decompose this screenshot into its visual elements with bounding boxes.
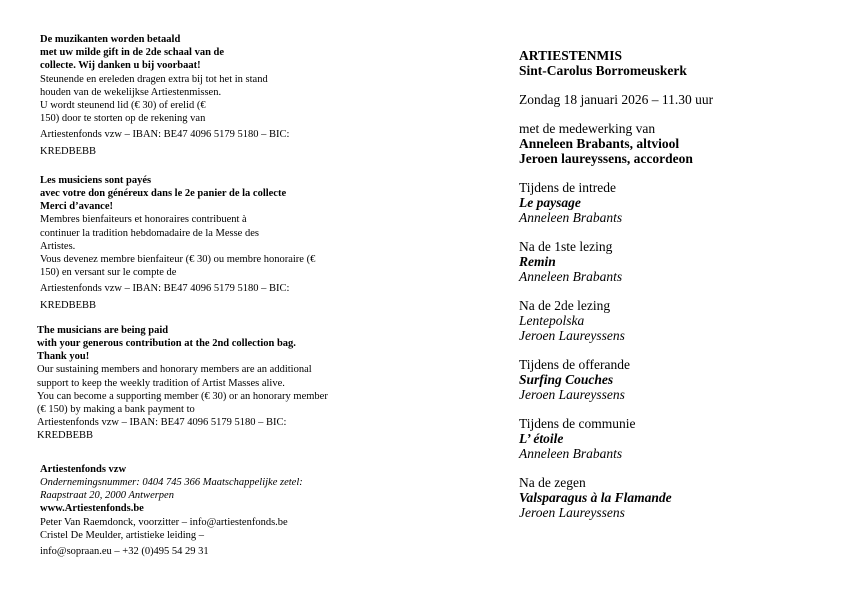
program-item xyxy=(519,239,819,284)
fr-bold-line: avec votre don généreux dans le 2e panier de la collecte xyxy=(40,188,287,200)
en-bold-line: The musicians are being paid xyxy=(37,324,169,336)
footer-legal-line: Ondernemingsnummer: 0404 745 366 Maatschappelijke zetel: xyxy=(40,476,303,488)
en-body-line: Artiestenfonds vzw – IBAN: BE47 4096 5179 5180 – BIC: xyxy=(37,417,287,429)
collab-intro: met de medewerking van xyxy=(519,121,656,136)
program-piece: Lentepolska xyxy=(519,313,585,328)
fr-bold-line: Merci d’avance! xyxy=(40,201,113,213)
fr-bold-line: Les musiciens sont payés xyxy=(40,174,152,186)
right-column xyxy=(519,48,819,534)
program-performer: Jeroen Laureyssens xyxy=(519,387,625,402)
footer-website-link[interactable]: www.Artiestenfonds.be xyxy=(40,503,144,515)
fr-body-line: continuer la tradition hebdomadaire de la Messe des xyxy=(40,227,259,239)
fr-body-line: Artistes. xyxy=(40,240,76,252)
nl-body-line: Steunende en ereleden dragen extra bij tot het in stand xyxy=(40,73,268,85)
french-notice xyxy=(40,174,340,312)
event-title: ARTIESTENMIS xyxy=(519,48,623,63)
program-item xyxy=(519,298,819,343)
nl-body-line: houden van de wekelijkse Artiestenmissen. xyxy=(40,86,222,98)
event-header xyxy=(519,48,819,78)
event-date-text: Zondag 18 januari 2026 – 11.30 uur xyxy=(519,92,714,107)
dutch-notice xyxy=(40,33,340,158)
collaboration xyxy=(519,121,819,166)
en-body-line: KREDBEBB xyxy=(37,430,94,442)
program-moment: Tijdens de offerande xyxy=(519,357,630,372)
footer-org-name: Artiestenfonds vzw xyxy=(40,463,127,475)
event-date xyxy=(519,92,819,107)
footer-contact xyxy=(40,463,340,558)
fr-body-line: Vous devenez membre bienfaiteur (€ 30) ou membre honoraire (€ xyxy=(40,254,316,266)
program-performer: Anneleen Brabants xyxy=(519,446,623,461)
program-piece: Le paysage xyxy=(519,195,581,210)
program-moment: Na de 1ste lezing xyxy=(519,239,613,254)
program-piece: L’ étoile xyxy=(519,431,564,446)
program-moment: Na de 2de lezing xyxy=(519,298,611,313)
fr-account-line: KREDBEBB xyxy=(40,299,97,311)
program-piece: Remin xyxy=(519,254,556,269)
en-body-line: You can become a supporting member (€ 30) or an honorary member xyxy=(37,390,328,402)
en-body-line: (€ 150) by making a bank payment to xyxy=(37,404,195,416)
program-item xyxy=(519,475,819,520)
footer-contact-line: info@sopraan.eu – +32 (0)495 54 29 31 xyxy=(40,545,209,557)
program-performer: Anneleen Brabants xyxy=(519,210,623,225)
nl-bold-line: collecte. Wij danken u bij voorbaat! xyxy=(40,60,201,72)
event-church: Sint-Carolus Borromeuskerk xyxy=(519,63,687,78)
footer-contact-line: Peter Van Raemdonck, voorzitter – info@artiestenfonds.be xyxy=(40,516,288,528)
nl-bold-line: De muzikanten worden betaald xyxy=(40,34,181,45)
footer-contact-line: Cristel De Meulder, artistieke leiding – xyxy=(40,529,205,541)
en-bold-line: with your generous contribution at the 2nd collection bag. xyxy=(37,338,296,350)
nl-account-line: Artiestenfonds vzw – IBAN: BE47 4096 5179 5180 – BIC: xyxy=(40,129,290,141)
nl-account-line: KREDBEBB xyxy=(40,145,97,157)
program-moment: Tijdens de intrede xyxy=(519,180,616,195)
program-moment: Tijdens de communie xyxy=(519,416,636,431)
performer-line: Anneleen Brabants, altviool xyxy=(519,136,680,151)
nl-body-line: U wordt steunend lid (€ 30) of erelid (€ xyxy=(40,100,206,112)
program-piece: Valsparagus à la Flamande xyxy=(519,490,672,505)
nl-body-line: 150) door te storten op de rekening van xyxy=(40,113,206,125)
program-performer: Jeroen Laureyssens xyxy=(519,328,625,343)
en-body-line: support to keep the weekly tradition of Artist Masses alive. xyxy=(37,377,285,389)
program-moment: Na de zegen xyxy=(519,475,586,490)
program-piece: Surfing Couches xyxy=(519,372,614,387)
fr-body-line: 150) en versant sur le compte de xyxy=(40,267,177,279)
program-performer: Jeroen Laureyssens xyxy=(519,505,625,520)
en-body-line: Our sustaining members and honorary members are an additional xyxy=(37,364,312,376)
program-item xyxy=(519,416,819,461)
fr-body-line: Membres bienfaiteurs et honoraires contribuent à xyxy=(40,214,247,226)
nl-bold-line: met uw milde gift in de 2de schaal van de xyxy=(40,47,225,59)
program-list xyxy=(519,180,819,520)
footer-legal-line: Raapstraat 20, 2000 Antwerpen xyxy=(40,490,174,502)
performer-line: Jeroen laureyssens, accordeon xyxy=(519,151,693,166)
program-item xyxy=(519,180,819,225)
program-item xyxy=(519,357,819,402)
fr-account-line: Artiestenfonds vzw – IBAN: BE47 4096 5179 5180 – BIC: xyxy=(40,283,290,295)
en-bold-line: Thank you! xyxy=(37,351,90,363)
program-performer: Anneleen Brabants xyxy=(519,269,623,284)
left-column xyxy=(37,33,340,558)
english-notice xyxy=(37,324,340,443)
